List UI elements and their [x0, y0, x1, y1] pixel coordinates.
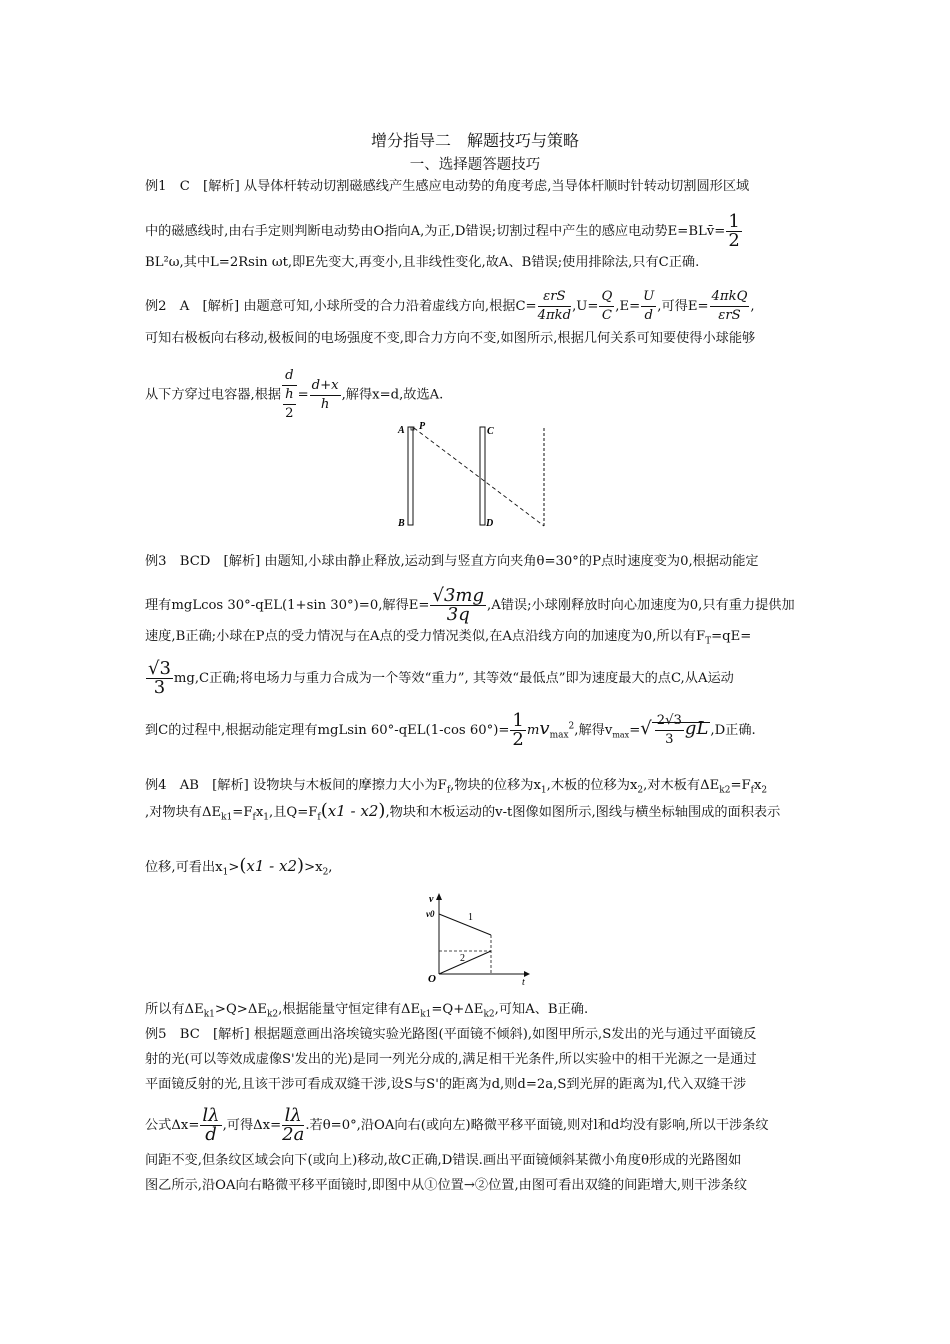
example-5-line-3: 平面镜反射的光,且该干涉可看成双缝干涉,设S与S'的距离为d,则d=2a,S到光屏的距离为l,代入双缝干涉 — [145, 1077, 747, 1092]
formula-field: $\frac{U}{d}$ — [643, 289, 655, 323]
formula-lambda-2: $\frac{l\lambda}{2a}$ — [282, 1105, 305, 1145]
example-3-line-4: $\frac{√3}{3}$ mg,C正确;将电场力与重力合成为一个等效“重力”, 其等效“最低点”即为速度最大的点C,从A运动 — [148, 658, 734, 698]
formula-capacitance: $\frac{\text{εrS}}{\text{4πkd}}$ — [537, 289, 572, 323]
label-line-2: 2 — [460, 953, 465, 964]
label-p: P — [419, 421, 426, 432]
example-3-line-3: 速度,B正确;小球在P点的受力情况与在A点的受力情况类似,在A点沿线方向的加速度为0,所以有$F_T=qE=$ — [145, 629, 752, 647]
example-4-line-2: ,对物块有$\Delta E_{k1}=F_fx_1$,且$Q=F_f(x1 - x2)$,物块和木板运动的v-t图像如图所示,图线与横坐标轴围成的面积表示 — [145, 800, 781, 823]
label-o: O — [428, 973, 436, 985]
formula-e-value: $\frac{√3mg}{3q}$ — [432, 585, 484, 625]
formula-x1-minus-x2: x1 - x2 — [327, 802, 379, 820]
label-c: C — [487, 426, 494, 437]
label-v: v — [429, 894, 434, 905]
example-1-line-3: BL²ω,其中L=2Rsin ωt,即E先变大,再变小,且非线性变化,故A、B错误;使用排除法,只有C正确. — [145, 255, 700, 270]
formula-vmax: $\frac{2√3}{3}$ gL — [652, 722, 711, 738]
formula-x1-minus-x2-2: x1 - x2 — [246, 857, 298, 875]
formula-lambda: $\frac{l\lambda}{d}$ — [202, 1105, 220, 1145]
formula-d-over-half-h: $\frac{d}{\frac{h}{2}}$ — [282, 367, 297, 423]
formula-dx-over-h: $\frac{d+x}{h}$ — [311, 377, 339, 412]
example-2-line-2: 可知右极板向右移动,极板间的电场强度不变,即合力方向不变,如图所示,根据几何关系可知要使得小球能够 — [145, 331, 756, 346]
section-title: 一、选择题答题技巧 — [409, 157, 541, 173]
example-2-line-3: 从下方穿过电容器,根据 $\frac{d}{\frac{h}{2}}$ = $\frac{d+x}{h}$ ,解得x=d,故选A. — [145, 368, 444, 421]
plate-cd — [480, 427, 485, 525]
example-2-line-1: 例2 A [解析] 由题意可知,小球所受的合力沿着虚线方向,根据C= $\frac{\text{εrS}}{\text{4πkd}}$ ,U= $\frac{Q}{C}$ ,E= $\frac{U}{d}$ ,可得E= $\frac{\text{4πkQ}}{\text{εrS}}$ , — [145, 289, 755, 323]
example-4-line-3: 位移,可看出$x_1>(x1 - x2)>x_2$, — [145, 855, 333, 878]
example-3-line-2: 理有mgLcos 30°-qEL(1+sin 30°)=0,解得E= $\frac{√3mg}{3q}$ ,A错误;小球刚释放时向心加速度为0,只有重力提供加 — [145, 585, 795, 625]
label-b: B — [398, 518, 405, 529]
line-1 — [439, 914, 491, 935]
example-4-line-4: 所以有$\Delta E_{k1}>Q>\Delta E_{k2}$,根据能量守恒定律有$\Delta E_{k1}=Q+\Delta E_{k2}$,可知A、B正确. — [145, 1002, 589, 1020]
formula-sqrt3-over-3: $\frac{√3}{3}$ — [148, 658, 171, 698]
capacitor-figure — [395, 418, 555, 530]
example-3-line-5: 到C的过程中,根据动能定理有mgLsin 60°-qEL(1-cos 60°)= $\frac{1}{2}$ $mv_{max}^2$,解得$v_{max}=√$ $\frac{2√3}{3}$ gL ,D正确. — [145, 710, 756, 750]
label-v0: v0 — [426, 909, 435, 919]
example-5-line-4: 公式Δx= $\frac{l\lambda}{d}$ ,可得Δx= $\frac{l\lambda}{2a}$ .若θ=0°,沿OA向右(或向左)略微平移平面镜,则对l和d均没有影响,所以干涉条纹 — [145, 1105, 769, 1145]
example-5-line-1: 例5 BC [解析] 根据题意画出洛埃镜实验光路图(平面镜不倾斜),如图甲所示,S发出的光与通过平面镜反 — [145, 1027, 757, 1042]
vt-graph — [424, 890, 534, 986]
formula-half: $\frac{1}{2}$ — [728, 211, 740, 251]
formula-voltage: $\frac{Q}{C}$ — [601, 289, 613, 323]
formula-kinetic: $\frac{1}{2}$ — [512, 710, 524, 750]
label-a: A — [398, 425, 405, 436]
page-title: 增分指导二 解题技巧与策略 — [370, 131, 579, 150]
example-4-line-1: 例4 AB [解析] 设物块与木板间的摩擦力大小为$F_f$,物块的位移为$x_1$,木板的位移为$x_2$,对木板有$\Delta E_{k2}=F_fx_2$ — [145, 778, 768, 796]
label-d: D — [486, 518, 494, 529]
line-2 — [439, 951, 491, 974]
example-1-line-2: 中的磁感线时,由右手定则判断电动势由O指向A,为正,D错误;切割过程中产生的感应电动势E=BLv̄= $\frac{1}{2}$ — [145, 211, 740, 251]
formula-field-2: $\frac{\text{4πkQ}}{\text{εrS}}$ — [711, 289, 748, 323]
trajectory-line — [414, 428, 544, 526]
example-5-line-6: 图乙所示,沿OA向右略微平移平面镜时,即图中从①位置→②位置,由图可看出双缝的间距增大,则干涉条纹 — [145, 1178, 748, 1193]
example-5-line-5: 间距不变,但条纹区域会向下(或向上)移动,故C正确,D错误.画出平面镜倾斜某微小角度θ形成的光路图如 — [145, 1153, 742, 1168]
example-1-line-1: 例1 C [解析] 从导体杆转动切割磁感线产生感应电动势的角度考虑,当导体杆顺时针转动切割圆形区域 — [145, 179, 750, 194]
example-5-line-2: 射的光(可以等效成虚像S'发出的光)是同一列光分成的,满足相干光条件,所以实验中的相干光源之一是通过 — [145, 1052, 757, 1067]
label-line-1: 1 — [468, 912, 473, 923]
plate-ab — [408, 427, 413, 525]
example-3-line-1: 例3 BCD [解析] 由题知,小球由静止释放,运动到与竖直方向夹角θ=30°的P点时速度变为0,根据动能定 — [145, 554, 759, 569]
label-t: t — [522, 977, 525, 986]
